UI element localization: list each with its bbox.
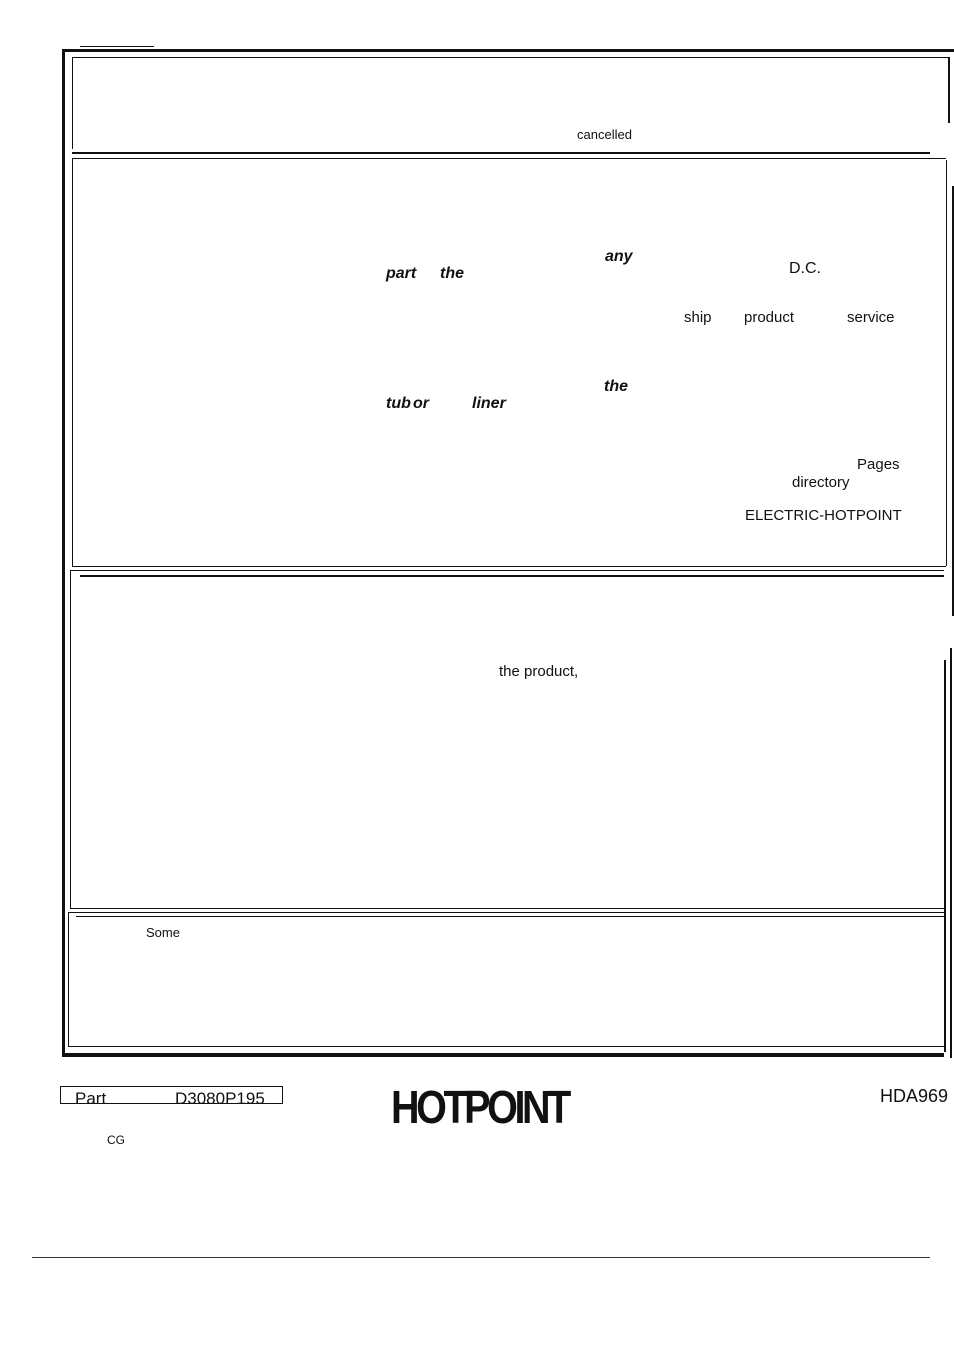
section3-top-b (80, 575, 944, 577)
section4-top-b (76, 916, 944, 917)
part-box-underline (60, 1102, 61, 1103)
frame-right-lower-b (950, 648, 952, 1058)
section4-left (68, 912, 69, 1046)
frame-bottom (62, 1053, 944, 1057)
frame-top (64, 49, 954, 52)
word-ship: ship (684, 309, 712, 326)
word-any: any (605, 248, 633, 265)
frame-top-short (80, 46, 154, 47)
word-the-2: the (604, 378, 628, 395)
word-tub: tub (386, 395, 411, 412)
word-the-product: the product, (499, 663, 579, 680)
section2-bottom (72, 566, 946, 567)
section3-bottom (70, 908, 944, 909)
word-part: part (386, 265, 417, 282)
frame-right-lower-a (944, 660, 946, 1052)
word-product: product (744, 309, 795, 326)
footer-rule (32, 1257, 930, 1258)
section1-left (72, 57, 73, 149)
part-label: Part (75, 1089, 107, 1108)
frame-left-outer (62, 49, 65, 1057)
word-directory: directory (792, 474, 850, 491)
part-number: D3080P195 (175, 1089, 265, 1108)
section2-left (72, 158, 73, 566)
brand-logo: HOTPOINT (391, 1081, 568, 1133)
word-the-1: the (440, 265, 464, 282)
section4-top-a (68, 912, 944, 913)
model-number: HDA969 (880, 1086, 949, 1106)
word-liner: liner (472, 395, 506, 412)
frame-right-top (948, 57, 950, 123)
part-box-left-tick (60, 1086, 61, 1102)
word-dc: D.C. (789, 260, 821, 277)
word-cancelled: cancelled (577, 127, 632, 142)
section1-top (72, 57, 948, 58)
code-cg: CG (107, 1133, 125, 1147)
word-some: Some (146, 925, 180, 940)
section2-right (946, 160, 947, 566)
section3-left (70, 570, 71, 908)
section1-bottom (72, 152, 930, 154)
section4-bottom (68, 1046, 944, 1047)
word-or: or (413, 395, 429, 412)
word-electric-hotpoint: ELECTRIC-HOTPOINT (745, 507, 902, 524)
section3-top-a (70, 570, 944, 571)
word-pages: Pages (857, 456, 900, 473)
word-service: service (847, 309, 895, 326)
section2-top (72, 158, 946, 159)
